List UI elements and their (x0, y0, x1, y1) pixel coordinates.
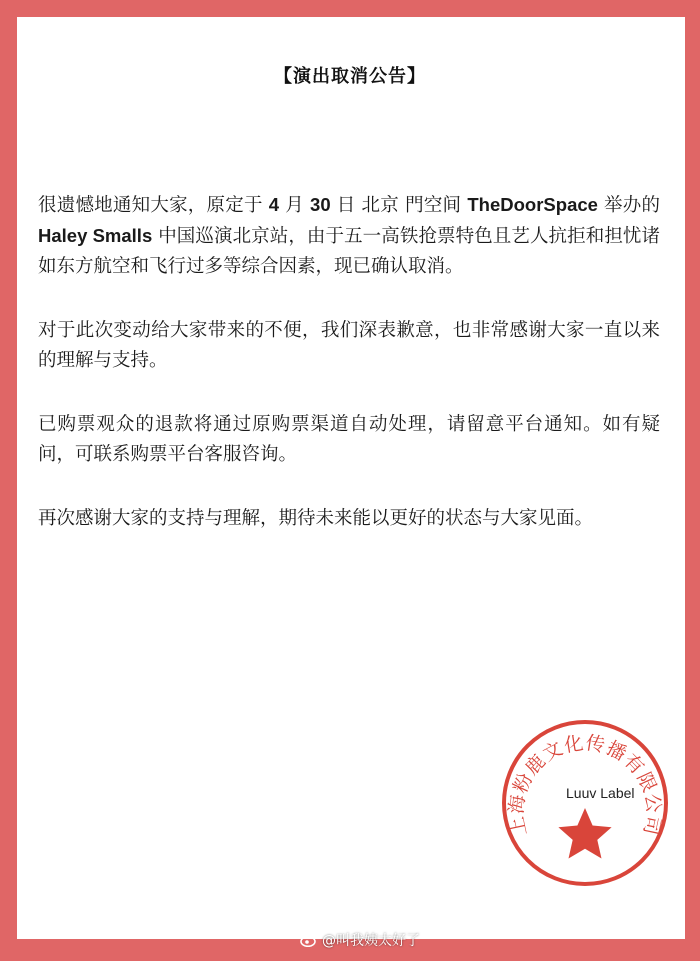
paragraph-segment-bold: 4 (268, 194, 280, 215)
paragraph-1 (38, 190, 660, 282)
seal-text: 上海粉鹿文化传播有限公司 (505, 732, 665, 838)
paragraph-segment: 日 北京 門空间 (330, 195, 468, 216)
paragraph-4 (38, 504, 660, 534)
paragraph-segment: 再次感谢大家的支持与理解，期待未来能以更好的状态与大家见面。 (38, 508, 594, 529)
paragraph-2 (38, 316, 660, 376)
document-body (38, 190, 660, 568)
weibo-watermark (300, 930, 420, 950)
company-seal (500, 718, 670, 888)
paragraph-segment: 已购票观众的退款将通过原购票渠道自动处理，请留意平台通知。如有疑问，可联系购票平台客服咨询。 (38, 414, 660, 465)
seal-star-icon (558, 808, 611, 859)
paragraph-segment-bold: TheDoorSpace (467, 194, 598, 215)
document-title: 【演出取消公告】 (274, 66, 426, 87)
paragraph-segment: 对于此次变动给大家带来的不便，我们深表歉意，也非常感谢大家一直以来的理解与支持。 (38, 320, 660, 371)
paragraph-segment: 很遗憾地通知大家，原定于 (38, 195, 269, 216)
paragraph-3 (38, 410, 660, 470)
watermark-text: @叫我姨太好了 (322, 933, 420, 949)
weibo-icon (300, 933, 318, 947)
paragraph-segment-bold: Haley Smalls (38, 225, 153, 246)
paragraph-segment-bold: 30 (310, 194, 331, 215)
paragraph-segment: 举办的 (597, 195, 660, 216)
signature: Luuv Label (566, 785, 635, 801)
paragraph-segment: 月 (279, 195, 311, 216)
paragraph-segment: 中国巡演北京站，由于五一高铁抢票特色且艺人抗拒和担忧诸如东方航空和飞行过多等综合因素，现已确认取消。 (38, 226, 660, 277)
